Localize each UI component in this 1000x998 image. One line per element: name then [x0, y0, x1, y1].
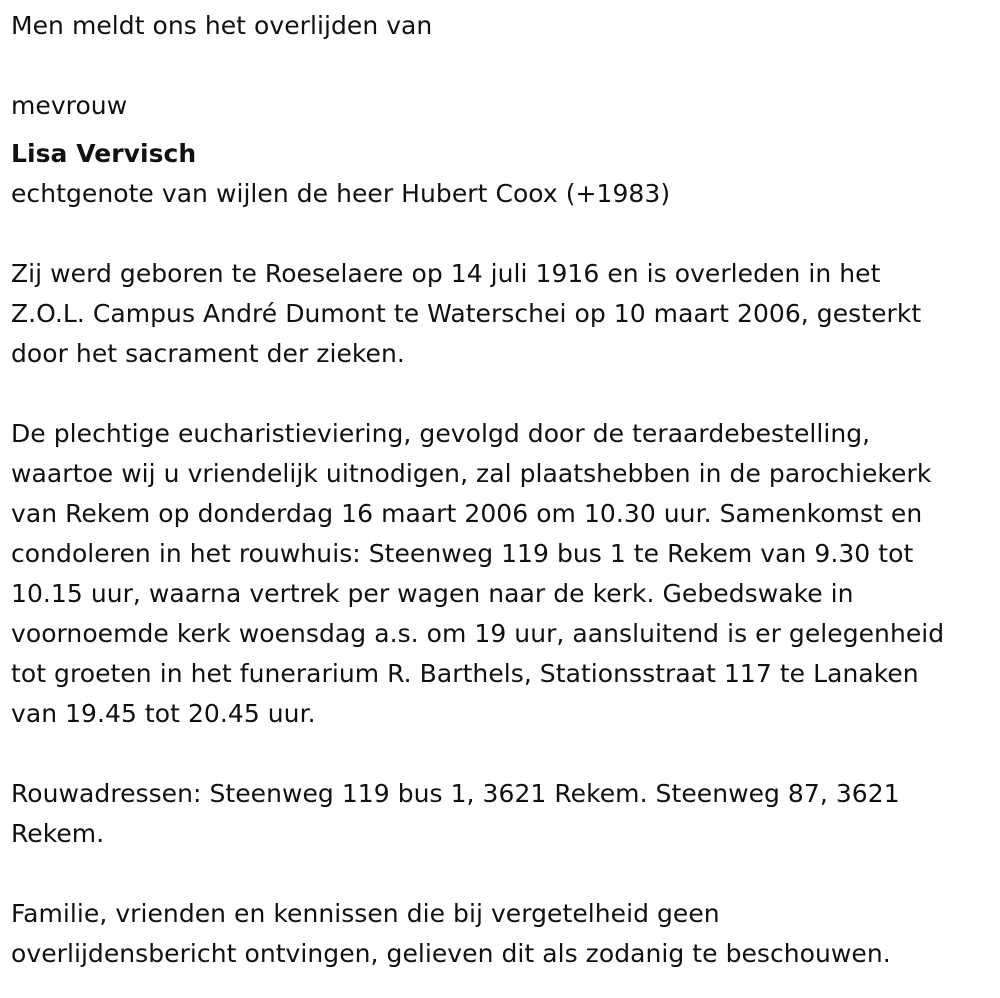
- spouse-line: echtgenote van wijlen de heer Hubert Coox (+1983): [11, 179, 671, 208]
- closing-paragraph: [11, 894, 996, 974]
- paragraph-line: overlijdensbericht ontvingen, gelieven dit als zodanig te beschouwen.: [11, 939, 891, 968]
- paragraph-line: van Rekem op donderdag 16 maart 2006 om 10.30 uur. Samenkomst en: [11, 499, 923, 528]
- addresses-paragraph: [11, 774, 996, 854]
- spacer: [11, 854, 996, 894]
- death-notice: [11, 6, 996, 974]
- spacer: [11, 374, 996, 414]
- ceremony-paragraph: [11, 414, 996, 734]
- paragraph-line: condoleren in het rouwhuis: Steenweg 119 bus 1 te Rekem van 9.30 tot: [11, 539, 914, 568]
- paragraph-line: Zij werd geboren te Roeselaere op 14 juli 1916 en is overleden in het: [11, 259, 881, 288]
- deceased-name: Lisa Vervisch: [11, 139, 197, 168]
- intro-text: Men meldt ons het overlijden van: [11, 11, 433, 40]
- paragraph-line: Z.O.L. Campus André Dumont te Waterschei op 10 maart 2006, gesterkt: [11, 299, 922, 328]
- salutation: mevrouw: [11, 91, 128, 120]
- paragraph-line: waartoe wij u vriendelijk uitnodigen, zal plaatshebben in de parochiekerk: [11, 459, 932, 488]
- spacer: [11, 214, 996, 254]
- paragraph-line: tot groeten in het funerarium R. Barthels, Stationsstraat 117 te Lanaken: [11, 659, 919, 688]
- paragraph-line: Rekem.: [11, 819, 105, 848]
- spacer: [11, 46, 996, 86]
- birth-death-paragraph: [11, 254, 996, 374]
- spacer: [11, 734, 996, 774]
- paragraph-line: van 19.45 tot 20.45 uur.: [11, 699, 316, 728]
- paragraph-line: Rouwadressen: Steenweg 119 bus 1, 3621 Rekem. Steenweg 87, 3621: [11, 779, 900, 808]
- paragraph-line: 10.15 uur, waarna vertrek per wagen naar de kerk. Gebedswake in: [11, 579, 854, 608]
- paragraph-line: Familie, vrienden en kennissen die bij vergetelheid geen: [11, 899, 720, 928]
- paragraph-line: De plechtige eucharistieviering, gevolgd door de teraardebestelling,: [11, 419, 871, 448]
- paragraph-line: voornoemde kerk woensdag a.s. om 19 uur, aansluitend is er gelegenheid: [11, 619, 945, 648]
- paragraph-line: door het sacrament der zieken.: [11, 339, 405, 368]
